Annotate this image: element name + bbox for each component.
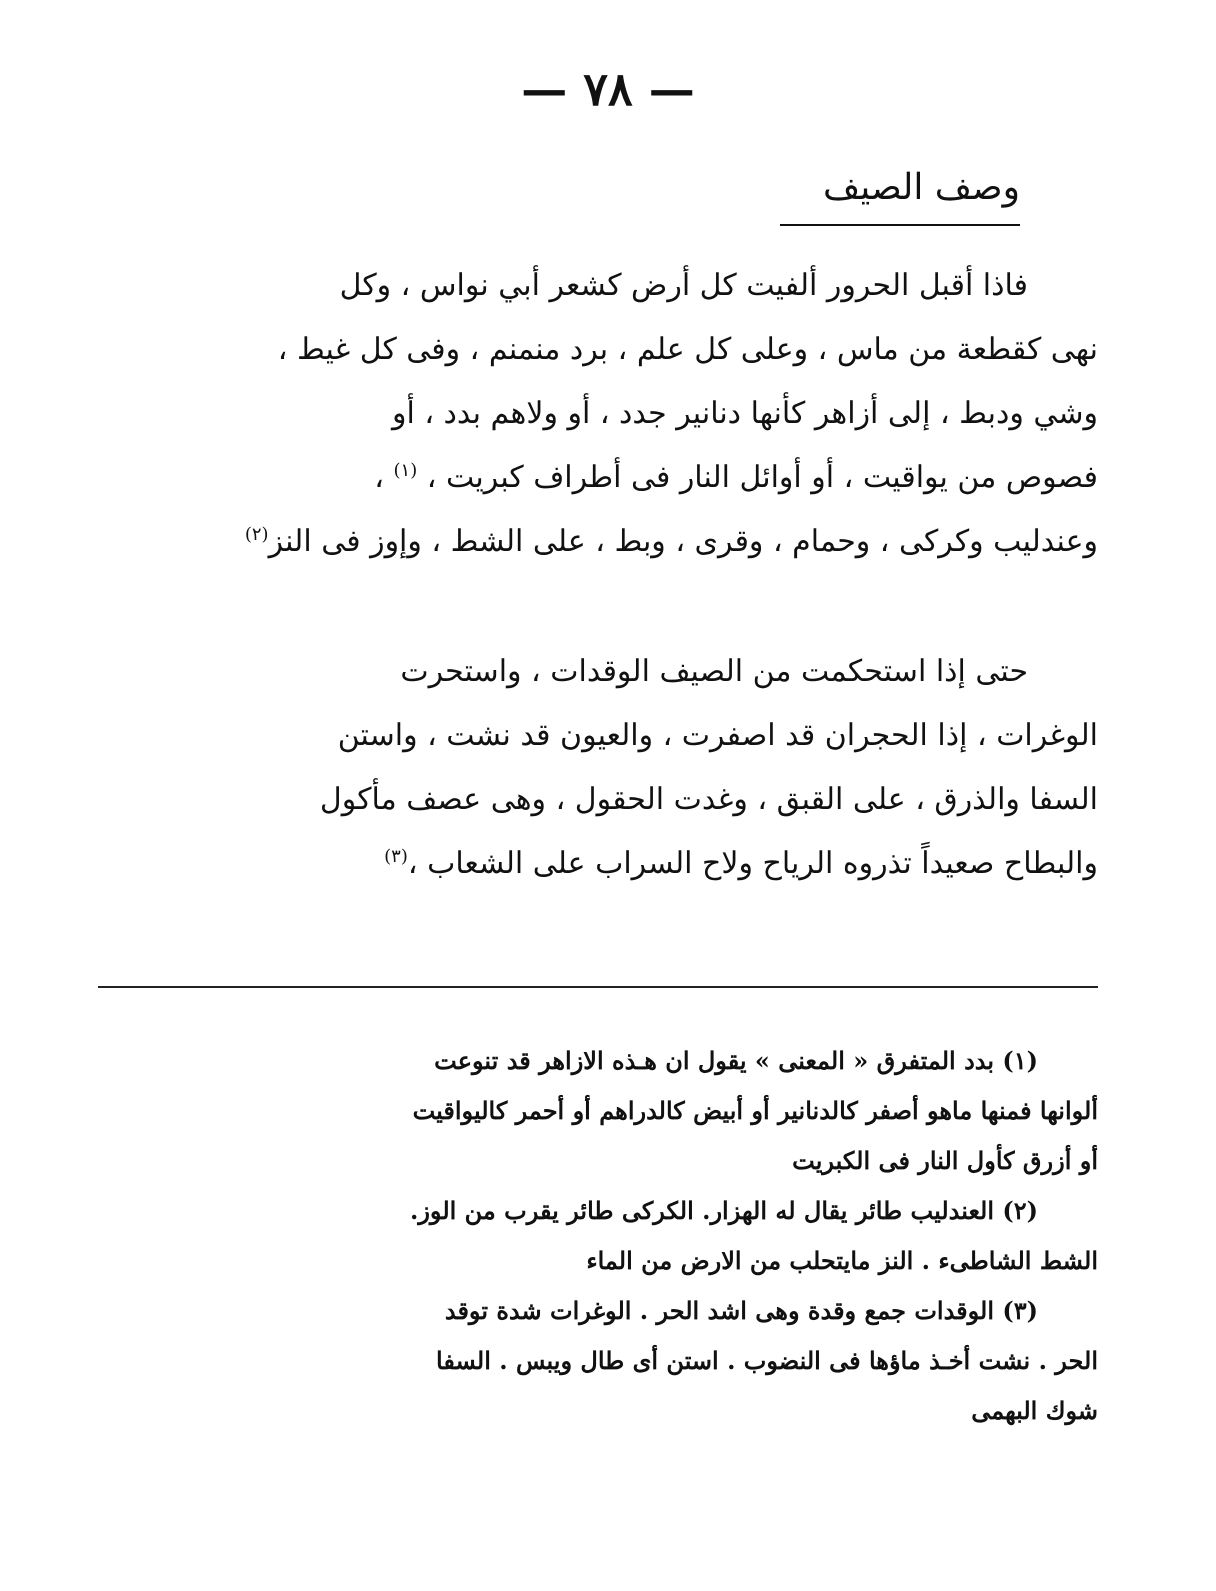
page-number: — ٧٨ — <box>521 62 695 116</box>
paragraph-1 <box>98 254 1098 574</box>
section-title: وصف الصيف <box>823 167 1020 208</box>
paragraph-2-line-3: السفا والذرق ، على القبق ، وغدت الحقول ، وهى عصف مأكول <box>319 782 1098 817</box>
footnote-divider <box>98 986 1098 988</box>
footnote-2-line-2: الشط الشاطىء . النز مايتحلب من الارض من الماء <box>586 1246 1098 1275</box>
paragraph-2 <box>98 640 1098 896</box>
paragraph-1-line-5-text: وعندليب وكركى ، وحمام ، وقرى ، وبط ، على الشط ، وإوز فى النز <box>268 524 1098 559</box>
paragraph-2-line-4 <box>98 832 1098 896</box>
paragraph-1-line-2: نهى كقطعة من ماس ، وعلى كل علم ، برد منمنم ، وفى كل غيط ، <box>277 332 1098 367</box>
footnote-ref-3: (٣) <box>384 846 408 867</box>
footnote-3-line-1: (٣) الوقدات جمع وقدة وهى اشد الحر . الوغرات شدة توقد <box>444 1296 1038 1325</box>
title-underline <box>780 224 1020 226</box>
footnote-3-line-2: الحر . نشت أخـذ ماؤها فى النضوب . استن أى طال ويبس . السفا <box>436 1346 1098 1375</box>
footnote-ref-1: (١) <box>393 460 418 481</box>
paragraph-1-line-1: فاذا أقبل الحرور ألفيت كل أرض كشعر أبي نواس ، وكل <box>339 268 1028 303</box>
footnote-3-line-3: شوك البهمى <box>971 1396 1098 1425</box>
paragraph-2-line-4-text: والبطاح صعيداً تذروه الرياح ولاح السراب على الشعاب ، <box>407 846 1098 881</box>
footnote-1-line-2: ألوانها فمنها ماهو أصفر كالدنانير أو أبيض كالدراهم أو أحمر كاليواقيت <box>412 1096 1098 1125</box>
paragraph-2-line-2: الوغرات ، إذا الحجران قد اصفرت ، والعيون قد نشت ، واستن <box>337 718 1098 753</box>
footnote-2-line-1: (٢) العندليب طائر يقال له الهزار. الكركى طائر يقرب من الوز. <box>409 1196 1038 1225</box>
paragraph-1-line-3: وشي ودبط ، إلى أزاهر كأنها دنانير جدد ، أو ولاهم بدد ، أو <box>391 396 1098 431</box>
paragraph-2-line-1: حتى إذا استحكمت من الصيف الوقدات ، واستحرت <box>400 654 1028 689</box>
paragraph-1-line-5 <box>98 510 1098 574</box>
paragraph-1-line-4-text: فصوص من يواقيت ، أو أوائل النار فى أطراف كبريت ، <box>417 460 1098 495</box>
paragraph-1-line-4: فصوص من يواقيت ، أو أوائل النار فى أطراف كبريت ، $^{(١)}$ ، <box>374 460 1098 495</box>
footnote-1-line-3: أو أزرق كأول النار فى الكبريت <box>792 1146 1098 1175</box>
footnotes <box>98 1036 1098 1436</box>
footnote-1-line-1: (١) بدد المتفرق « المعنى » يقول ان هـذه الازاهر قد تنوعت <box>434 1046 1038 1075</box>
footnote-ref-2: (٢) <box>244 524 269 545</box>
